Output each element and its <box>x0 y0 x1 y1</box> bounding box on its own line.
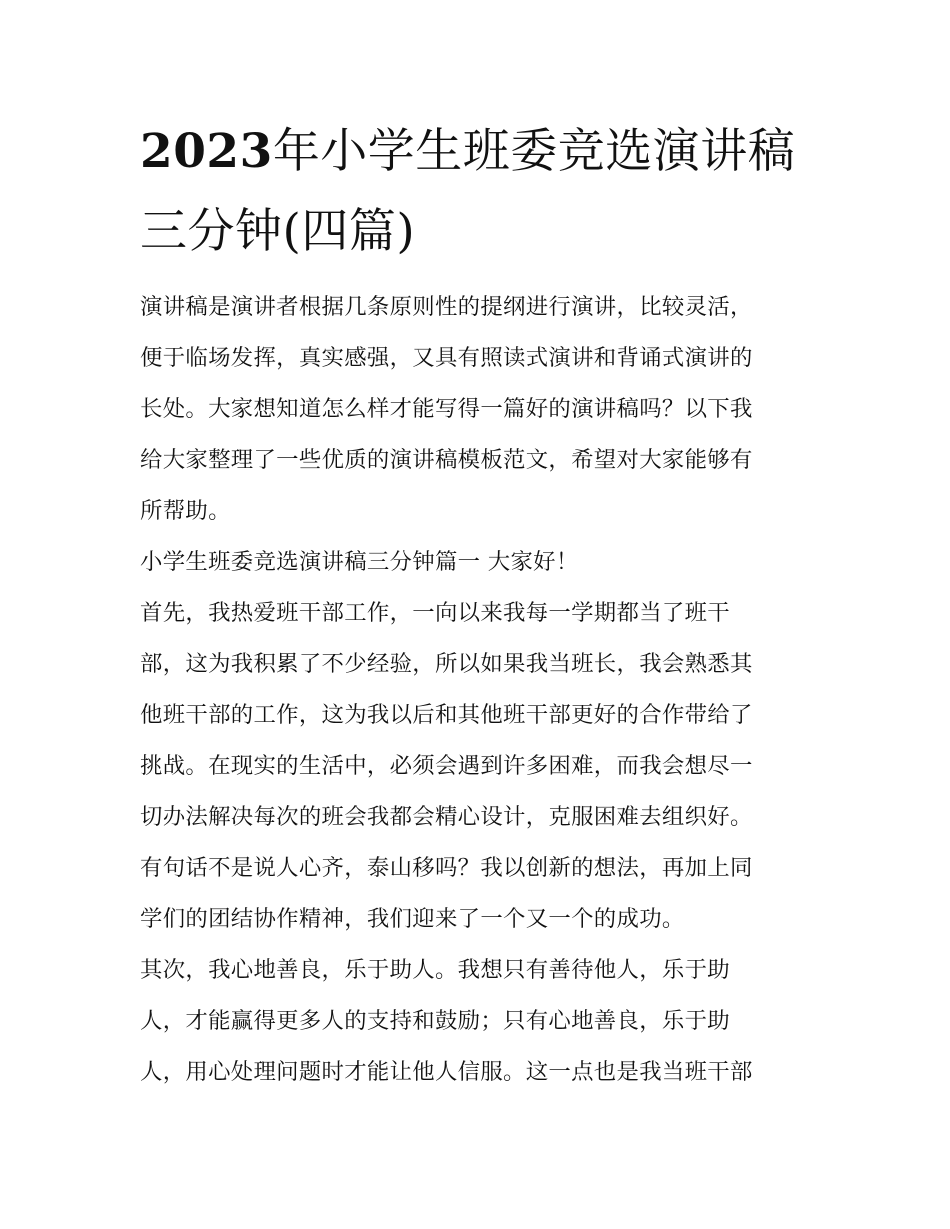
title-line-1 <box>140 112 812 192</box>
title-text: 年小学生班委竞选演讲稿 <box>272 124 796 179</box>
title-line-2 <box>140 192 812 272</box>
text-line: 人，用心处理问题时才能让他人信服。这一点也是我当班干部 <box>140 1059 753 1085</box>
text-line: 他班干部的工作，这为我以后和其他班干部更好的合作带给了 <box>140 702 753 728</box>
title-text: 三分钟(四篇) <box>140 204 416 259</box>
text-line: 部，这为我积累了不少经验，所以如果我当班长，我会熟悉其 <box>140 651 753 677</box>
text-line: 其次，我心地善良，乐于助人。我想只有善待他人，乐于助 <box>140 957 730 983</box>
body-paragraph <box>140 945 812 1098</box>
body-paragraph <box>140 588 812 945</box>
document-title <box>140 112 812 272</box>
title-year: 2023 <box>140 124 273 179</box>
section-heading <box>140 537 812 588</box>
document-page <box>140 112 812 1098</box>
text-line: 给大家整理了一些优质的演讲稿模板范文，希望对大家能够有 <box>140 447 753 473</box>
intro-paragraph <box>140 282 812 537</box>
text-line: 挑战。在现实的生活中，必须会遇到许多困难，而我会想尽一 <box>140 753 753 779</box>
text-line: 首先，我热爱班干部工作，一向以来我每一学期都当了班干 <box>140 600 730 626</box>
text-line: 切办法解决每次的班会我都会精心设计，克服困难去组织好。 <box>140 804 753 830</box>
text-line: 长处。大家想知道怎么样才能写得一篇好的演讲稿吗？以下我 <box>140 396 753 422</box>
text-line: 有句话不是说人心齐，泰山移吗？我以创新的想法，再加上同 <box>140 855 753 881</box>
text-line: 学们的团结协作精神，我们迎来了一个又一个的成功。 <box>140 906 685 932</box>
text-line: 演讲稿是演讲者根据几条原则性的提纲进行演讲，比较灵活， <box>140 294 753 320</box>
text-line: 小学生班委竞选演讲稿三分钟篇一 大家好！ <box>140 549 579 575</box>
text-line: 人，才能赢得更多人的支持和鼓励；只有心地善良，乐于助 <box>140 1008 730 1034</box>
text-line: 所帮助。 <box>140 498 231 524</box>
text-line: 便于临场发挥，真实感强，又具有照读式演讲和背诵式演讲的 <box>140 345 753 371</box>
